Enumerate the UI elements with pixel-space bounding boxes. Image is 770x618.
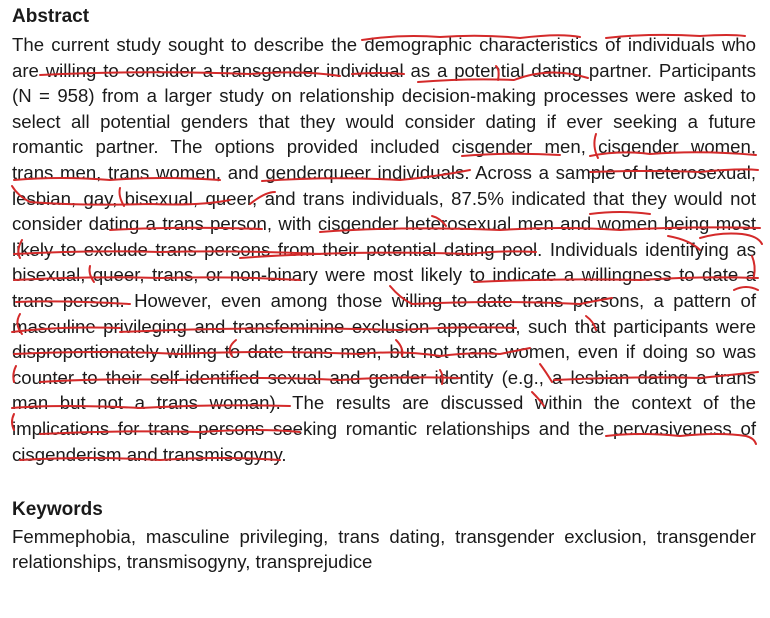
abstract-heading: Abstract	[12, 6, 90, 27]
abstract-line: man but not a trans woman). The results are discussed within the context of the	[12, 392, 756, 414]
abstract-line: masculine privileging and transfeminine exclusion appeared, such that participants were	[12, 315, 756, 337]
abstract-line: likely to exclude trans persons from their potential dating pool. Individuals identifying as	[12, 238, 756, 260]
keywords-heading: Keywords	[12, 499, 103, 520]
keywords-line: Femmephobia, masculine privileging, trans dating, transgender exclusion, transgender	[12, 526, 756, 547]
keywords-body	[12, 524, 756, 574]
abstract-line: disproportionately willing to date trans men, but not trans women, even if doing so was	[12, 341, 756, 363]
keywords-line: relationships, transmisogyny, transprejudice	[12, 551, 373, 572]
abstract-line: (N = 958) from a larger study on relationship decision-making processes were asked to	[12, 85, 756, 107]
abstract-line: counter to their self-identified sexual and gender identity (e.g., a lesbian dating a trans	[12, 366, 756, 388]
abstract-line: romantic partner. The options provided included cisgender men, cisgender women,	[12, 136, 756, 158]
abstract-line: select all potential genders that they would consider dating if ever seeking a future	[12, 110, 756, 132]
abstract-line: implications for trans persons seeking romantic relationships and the pervasiveness of	[12, 417, 756, 439]
document-page	[12, 6, 756, 572]
abstract-line: consider dating a trans person, with cisgender heterosexual men and women being most	[12, 213, 756, 235]
abstract-body	[12, 32, 756, 467]
abstract-line: lesbian, gay, bisexual, queer, and trans individuals, 87.5% indicated that they would not	[12, 187, 756, 209]
abstract-line: are willing to consider a transgender individual as a potential dating partner. Participants	[12, 59, 756, 81]
abstract-line: trans person. However, even among those willing to date trans persons, a pattern of	[12, 289, 756, 311]
abstract-line: bisexual, queer, trans, or non-binary were most likely to indicate a willingness to date a	[12, 264, 756, 286]
keywords-section	[12, 499, 756, 574]
abstract-line: The current study sought to describe the demographic characteristics of individuals who	[12, 34, 756, 55]
abstract-line: cisgenderism and transmisogyny.	[12, 443, 287, 465]
abstract-line: trans men, trans women, and genderqueer individuals. Across a sample of heterosexual,	[12, 161, 756, 183]
